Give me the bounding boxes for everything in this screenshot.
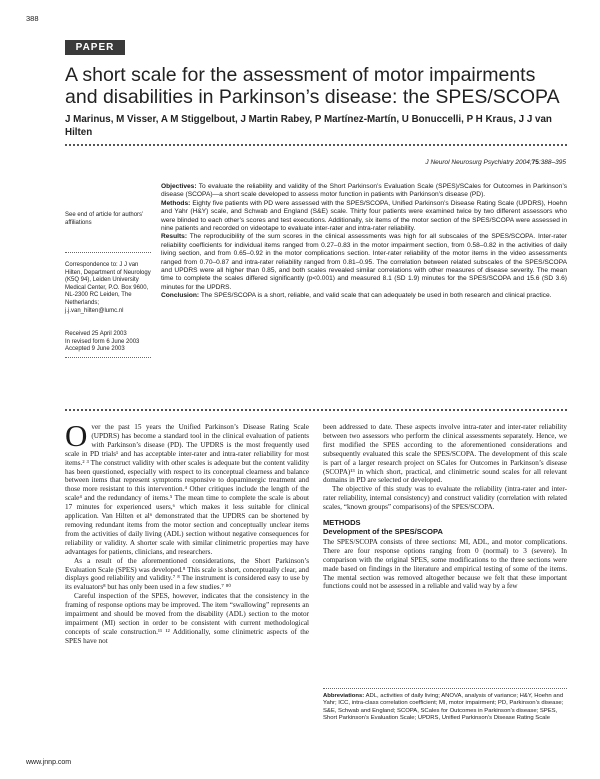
dotted-rule-top [65, 144, 567, 146]
abstract-conclusion [161, 292, 567, 300]
paragraph-text: ver the past 15 years the Unified Parkinson’s Disease Rating Scale (UPDRS) has become a standard tool in the clinical evaluation of patients with Parkinson’s disease (PD). The UPDRS is the most frequently used scale in PD trials¹ and has acceptable inter-rater and intra-rater reliability for most items.² ³ The construct validity with other scales is adequate but the content validity has been questioned, especially with respect to its conceptual clearness and balance between items that represent symptoms responsive to dopaminergic treatment and those more resistant to this intervention.⁴ Other critiques include the length of the scale⁴ and the redundancy of items.⁵ The mean time to complete the scale is about 17 minutes for experienced users,⁶ which makes it less suitable for clinical application. Van Hilten et al⁶ demonstrated that the UPDRS can be shortened by removing redundant items from the motor section and conceptually unclear items from the activities of daily living (ADL) section without negative consequences for reliability or validity. A shorter scale with similar clinimetric properties may have advantages for patients, clinicians, and researchers. [65, 423, 309, 556]
sidebar-correspondence: Correspondence to: J J van Hilten, Department of Neurology (K5Q 94), Leiden University Medical Center, P.O. Box 9600, NL-2300 RC Leiden, The Netherlands; j.j.van_hilten@lumc.nl [65, 262, 151, 314]
results-label: Results: [161, 233, 188, 241]
methods-heading: METHODS [323, 518, 361, 528]
footer-url[interactable]: www.jnnp.com [26, 759, 72, 766]
body-paragraph: The SPES/SCOPA consists of three sections: MI, ADL, and motor complications. There are four response options ranging from 0 (normal) to 3 (severe). In comparison with the original SPES, some modifications to the three sections were made based on findings in the literature and empirical testing of some of the items. The mental section was removed altogether because we felt that these important functions could not be assessed in a reliable and valid way by a few [323, 537, 567, 591]
sidebar-divider [65, 357, 151, 358]
received-date: Received 25 April 2003 [65, 331, 127, 337]
body-paragraph: been addressed to date. These aspects involve intra-rater and inter-rater reliability between two assessors who perform the clinical assessments separately. Hence, we first modified the SPES according to the aforementioned considerations and subsequently evaluated this scale the SPES/SCOPA. The development of this scale is part of a larger research project on SCales for Outcomes in Parkinson’s disease (SCOPA)¹³ in which short, practical, and clinimetric sound scales for all relevant domains in PD are selected or developed. [323, 423, 567, 485]
journal-name: J Neurol Neurosurg Psychiatry [425, 159, 514, 166]
dotted-rule-abstract [65, 409, 567, 411]
body-column-right [323, 423, 567, 591]
journal-year: 2004; [515, 159, 532, 166]
abbreviations-text: ADL, activities of daily living; ANOVA, analysis of variance; H&Y, Hoehn and Yahr; ICC, intra-class correlation coefficient; MI, motor impairment; PD, Parkinson’s disease; S&E, Schwab and England; SCOPA, SCales for Outcomes in Parkinson’s disease; SPES, Short Parkinson’s Evaluation Scale; UPDRS, Unified Parkinson’s Disease Rating Scale [323, 693, 564, 721]
author-list: J Marinus, M Visser, A M Stiggelbout, J Martin Rabey, P Martínez-Martín, U Bonuccelli, P H Kraus, J J van Hilten [65, 114, 552, 138]
objectives-text: To evaluate the reliability and validity of the Short Parkinson’s Evaluation Scale (SPES)/SCales for Outcomes in Parkinson’s disease (SCOPA)—a short scale developed to assess motor function in patients with Parkinson’s disease (PD). [161, 183, 567, 199]
journal-volume: 75 [531, 159, 539, 166]
article-title: A short scale for the assessment of motor impairments and disabilities in Parkinson’s disease: the SPES/SCOPA [65, 64, 560, 108]
body-paragraph: As a result of the aforementioned considerations, the Short Parkinson’s Evaluation Scale (SPES) was developed.⁸ This scale is short, conceptually clear, and displays good reliability and validity.⁷ ⁸ The instrument is considered easy to use by its evaluators⁸ but has only been used in a few studies.⁷ ⁸⁰ [65, 556, 309, 592]
objectives-label: Objectives: [161, 183, 197, 190]
abbreviations-divider [323, 688, 567, 689]
body-paragraph: Careful inspection of the SPES, however, indicates that the consistency in the framing of response options may be improved. The item “swallowing” represents an impairment and should be moved from the disability (ADL) section to the motor impairment (MI) section in order to be consistent with current methodological concepts of scale construction.¹¹ ¹² Additionally, some clinimetric aspects of the SPES have not [65, 592, 309, 645]
page-number: 388 [26, 14, 39, 23]
methods-text: Eighty five patients with PD were assessed with the SPES/SCOPA, Unified Parkinson’s Disease Rating Scale (UPDRS), Hoehn and Yahr (H&Y) scale, and Schwab and England (S&E) scale. Thirty four patients were examined twice by two different assessors who were blinded to each other’s scores and test executions. Additionally, six items of the motor section of the SPES/SCOPA were assessed in nine patients and recorded on videotape to evaluate inter-rater and intra-rater reliability. [161, 199, 567, 233]
subsection-heading: Development of the SPES/SCOPA [323, 526, 443, 536]
methods-label: Methods: [161, 199, 191, 207]
conclusion-text: The SPES/SCOPA is a short, reliable, and valid scale that can adequately be used in both research and clinical practice. [200, 292, 552, 300]
body-paragraph [65, 418, 309, 557]
section-tag: PAPER [65, 40, 125, 55]
sidebar-dates [65, 331, 151, 354]
sidebar-divider [65, 252, 151, 253]
body-column-left [65, 418, 309, 646]
sidebar-affiliations-note: See end of article for authors’ affiliations [65, 212, 144, 226]
abbreviations-box [323, 693, 567, 722]
body-paragraph: The objective of this study was to evaluate the reliability (intra-rater and inter-rater reliability, internal consistency) and construct validity (correlation with related scales, “known groups” comparisons) of the SPES/SCOPA. [323, 485, 567, 512]
revised-date: In revised form 6 June 2003 [65, 338, 140, 345]
abbreviations-label: Abbreviations: [323, 693, 365, 699]
abstract-results [161, 233, 567, 292]
journal-citation [425, 159, 566, 166]
conclusion-label: Conclusion: [161, 292, 200, 300]
results-text: The reproducibility of the sum scores in the clinical assessments was high for all subscales of the SPES/SCOPA. Inter-rater reliability coefficients for individual items ranged from 0.27–0.83 in the motor impairment section, from 0.58–0.82 in the activities of daily living section, and from 0.65–0.92 in the motor complications section. Inter-rater reliability of the motor items in the video assessments ranged from 0.70–0.87 and intra-rater reliability ranged from 0.81–0.95. The correlation between related subscales of the SPES/SCOPA and UPDRS were all higher than 0.85, and both scales revealed similar correlations with other measures of disease severity. The mean time to complete the scales differed significantly (p<0.001) and measured 8.1 (SD 1.9) minutes for the SPES/SCOPA and 15.6 (SD 3.6) minutes for the UPDRS. [161, 233, 567, 291]
accepted-date: Accepted 9 June 2003 [65, 346, 125, 353]
abstract-objectives [161, 183, 567, 200]
abstract [161, 183, 567, 301]
drop-cap: O [65, 418, 88, 453]
abstract-methods [161, 200, 567, 234]
journal-pages: :388–395 [538, 159, 566, 166]
